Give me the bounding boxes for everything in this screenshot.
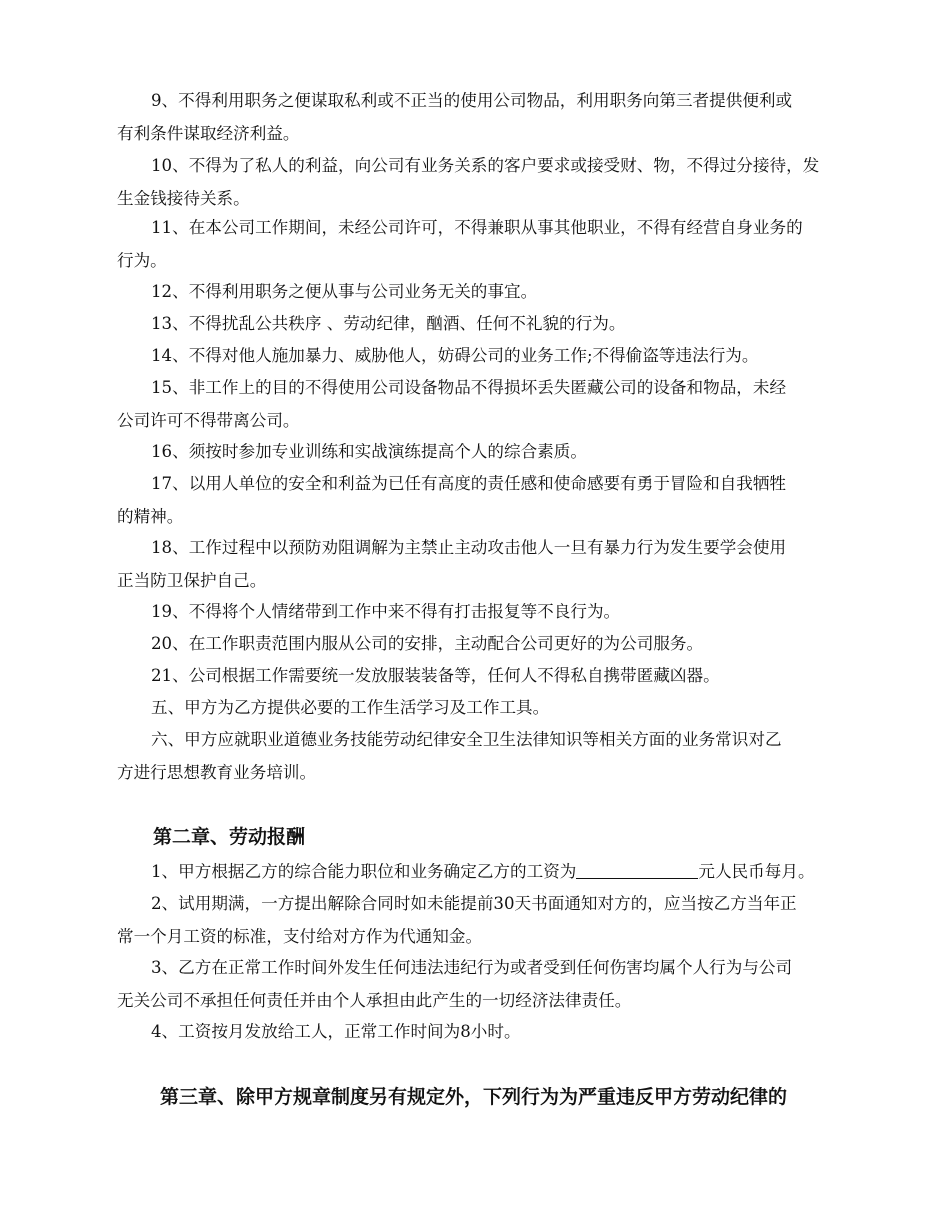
clause-11-line-2: 行为。	[117, 250, 167, 270]
clause-18: 18、工作过程中以预防劝阻调解为主禁止主动攻击他人一旦有暴力行为发生要学会使用 正当防卫保护自己。	[117, 538, 787, 590]
clause-9-line-1: 9、不得利用职务之便谋取私利或不正当的使用公司物品，利用职务向第三者提供便利或	[151, 91, 793, 110]
clause-10	[117, 150, 867, 215]
chapter-2-clause-3: 3、乙方在正常工作时间外发生任何违法违纪行为或者受到任何伤害均属个人行为与公司 无关公司不承担任何责任并由个人承担由此产生的一切经济法律责任。	[117, 958, 793, 1010]
clause-9	[117, 85, 867, 150]
clause-six: 六、甲方应就职业道德业务技能劳动纪律安全卫生法律知识等相关方面的业务常识对乙 方进行思想教育业务培训。	[117, 730, 782, 782]
clause-11	[117, 212, 867, 277]
clause-five: 五、甲方为乙方提供必要的工作生活学习及工作工具。	[151, 698, 550, 717]
clause-19: 19、不得将个人情绪带到工作中来不得有打击报复等不良行为。	[151, 602, 621, 621]
clause-21: 21、公司根据工作需要统一发放服装装备等，任何人不得私自携带匿藏凶器。	[151, 666, 720, 685]
clause-10-line-2: 生金钱接待关系。	[117, 188, 250, 208]
clause-13: 13、不得扰乱公共秩序 、劳动纪律，酗酒、任何不礼貌的行为。	[151, 314, 626, 333]
clause-10-line-1: 10、不得为了私人的利益，向公司有业务关系的客户要求或接受财、物，不得过分接待，发	[151, 156, 820, 175]
clause-20: 20、在工作职责范围内服从公司的安排，主动配合公司更好的为公司服务。	[151, 634, 704, 653]
salary-blank-line	[576, 860, 698, 879]
chapter-3-heading: 第三章、除甲方规章制度另有规定外，下列行为为严重违反甲方劳动纪律的	[160, 1086, 788, 1108]
chapter-2-heading: 第二章、劳动报酬	[153, 826, 306, 848]
clause-14: 14、不得对他人施加暴力、威胁他人，妨碍公司的业务工作;不得偷盗等违法行为。	[151, 346, 759, 365]
clause-15: 15、非工作上的目的不得使用公司设备物品不得损坏丢失匿藏公司的设备和物品，未经 公司许可不得带离公司。	[117, 378, 787, 430]
clause-12: 12、不得利用职务之便从事与公司业务无关的事宜。	[151, 282, 538, 301]
chapter-2-clause-2: 2、试用期满，一方提出解除合同时如未能提前30天书面通知对方的，应当按乙方当年正 常一个月工资的标准，支付给对方作为代通知金。	[117, 894, 797, 946]
clause-16: 16、须按时参加专业训练和实战演练提高个人的综合素质。	[151, 442, 587, 461]
clause-11-line-1: 11、在本公司工作期间，未经公司许可，不得兼职从事其他职业，不得有经营自身业务的	[151, 218, 803, 237]
chapter-2-clause-1: 1、甲方根据乙方的综合能力职位和业务确定乙方的工资为 元人民币每月。	[151, 862, 815, 881]
clause-17: 17、以用人单位的安全和利益为已任有高度的责任感和使命感要有勇于冒险和自我牺牲 的精神。	[117, 474, 787, 526]
chapter-2-clause-4: 4、工资按月发放给工人，正常工作时间为8小时。	[151, 1022, 521, 1041]
clause-9-line-2: 有利条件谋取经济利益。	[117, 123, 300, 143]
